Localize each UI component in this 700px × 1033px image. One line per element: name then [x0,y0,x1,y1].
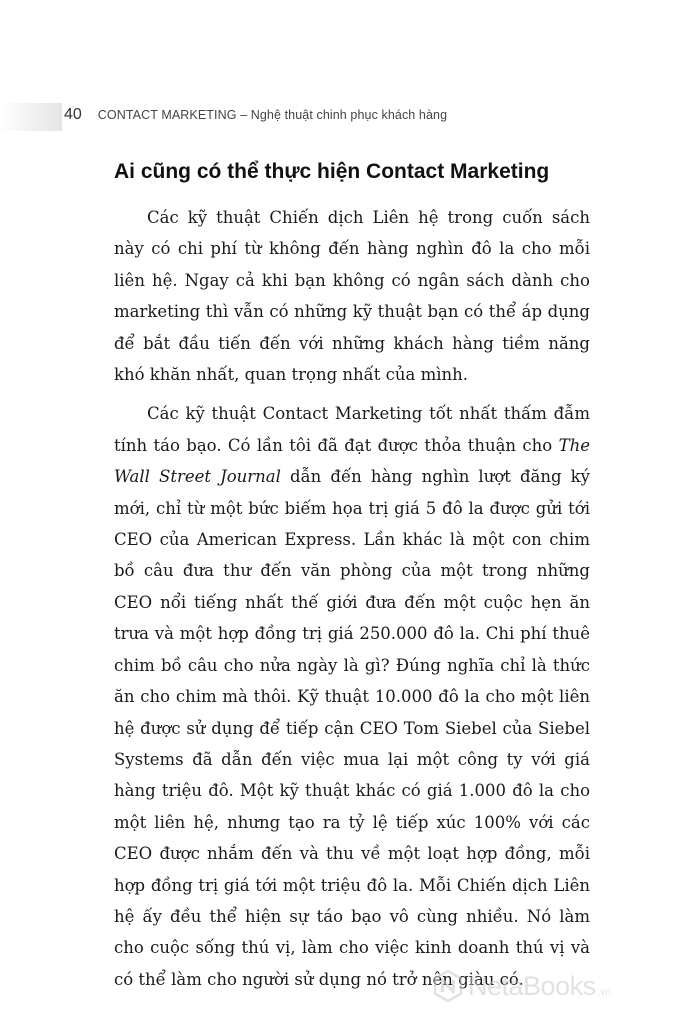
netabooks-logo-icon [432,970,464,1002]
watermark [432,966,611,1006]
body-text [114,202,590,995]
running-header [64,106,447,130]
publication-title: The Wall Street Journal [114,435,590,487]
paragraph-2 [114,398,590,995]
section-heading: Ai cũng có thể thực hiện Contact Marketing [114,160,550,183]
running-header-title: CONTACT MARKETING – Nghệ thuật chinh phục khách hàng [97,108,448,122]
watermark-text: NetaBooks [468,970,596,1001]
page-number: 40 [64,106,82,123]
watermark-suffix: .vn [597,987,611,998]
paragraph-1: Các kỹ thuật Chiến dịch Liên hệ trong cuốn sách này có chi phí từ không đến hàng nghìn đô la cho mỗi liên hệ. Ngay cả khi bạn không có ngân sách dành cho marketing thì vẫn có những kỹ thuật bạn có thể áp dụng để bắt đầu tiến đến với những khách hàng tiềm năng khó khăn nhất, quan trọng nhất của mình. [114,208,590,385]
header-band [0,103,62,131]
paragraph-2-text-start: Các kỹ thuật Contact Marketing tốt nhất thấm đẫm tính táo bạo. Có lần tôi đã đạt được thỏa thuận cho [114,404,590,455]
paragraph-2-text-end: dẫn đến hàng nghìn lượt đăng ký mới, chỉ từ một bức biếm họa trị giá 5 đô la được gửi tới CEO của American Express. Lần khác là một con chim bồ câu đưa thư đến văn phòng của một trong những CEO nổi tiếng nhất thế giới đưa đến một cuộc hẹn ăn trưa và một hợp đồng trị giá 250.000 đô la. Chi phí thuê chim bồ câu cho nửa ngày là gì? Đúng nghĩa chỉ là thức ăn cho chim mà thôi. Kỹ thuật 10.000 đô la cho một liên hệ được sử dụng để tiếp cận CEO Tom Siebel của Siebel Systems đã dẫn đến việc mua lại một công ty với giá hàng triệu đô. Một kỹ thuật khác có giá 1.000 đô la cho một liên hệ, nhưng tạo ra tỷ lệ tiếp xúc 100% với các CEO được nhắm đến và thu về một loạt hợp đồng, mỗi hợp đồng trị giá tới một triệu đô la. Mỗi Chiến dịch Liên hệ ấy đều thể hiện sự táo bạo vô cùng nhiều. Nó làm cho cuộc sống thú vị, làm cho việc kinh doanh thú vị và có thể làm cho người sử dụng nó trở nên giàu có. [114,467,590,989]
